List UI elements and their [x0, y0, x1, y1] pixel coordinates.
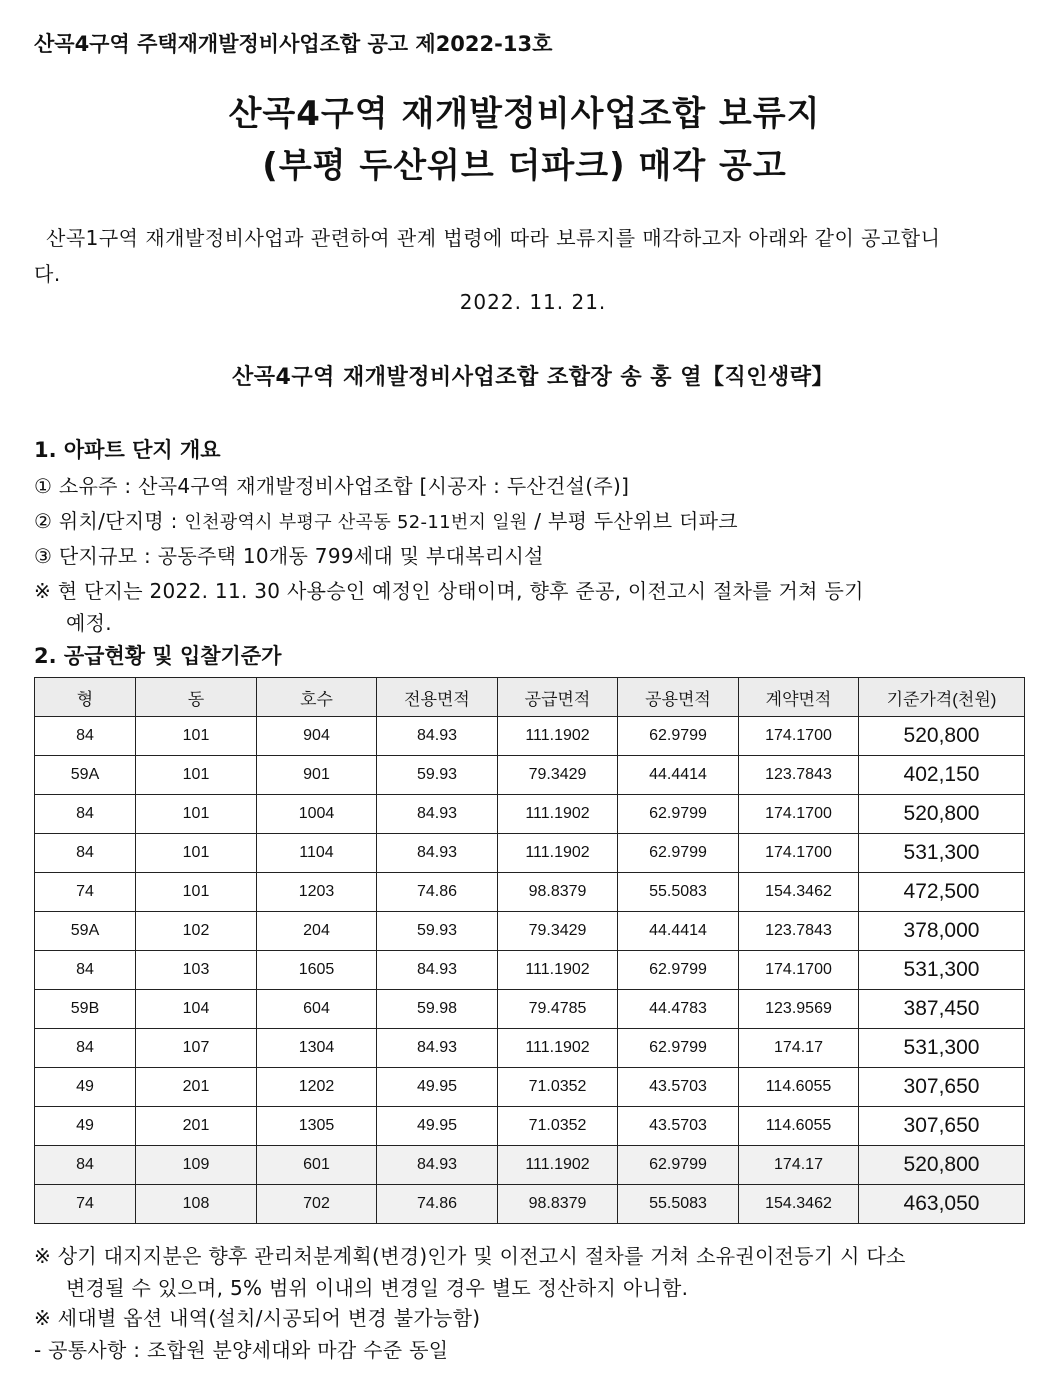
header-exclusive-area: 전용면적 [377, 678, 498, 717]
cell-type: 59B [35, 990, 136, 1029]
cell-base-price: 520,800 [859, 1146, 1025, 1185]
cell-type: 84 [35, 795, 136, 834]
cell-supply-area: 111.1902 [498, 1146, 618, 1185]
cell-unit: 204 [257, 912, 377, 951]
header-building: 동 [136, 678, 257, 717]
cell-exclusive-area: 84.93 [377, 795, 498, 834]
cell-type: 84 [35, 1029, 136, 1068]
cell-common-area: 43.5703 [618, 1107, 739, 1146]
cell-contract-area: 154.3462 [739, 1185, 859, 1224]
cell-supply-area: 98.8379 [498, 1185, 618, 1224]
cell-base-price: 531,300 [859, 834, 1025, 873]
cell-contract-area: 114.6055 [739, 1107, 859, 1146]
cell-unit: 1203 [257, 873, 377, 912]
notice-date: 2022. 11. 21. [459, 290, 607, 314]
signature-line: 산곡4구역 재개발정비사업조합 조합장 송 홍 열【직인생략】 [232, 365, 834, 390]
table-row [35, 756, 1025, 795]
cell-common-area: 62.9799 [618, 1029, 739, 1068]
cell-building: 201 [136, 1068, 257, 1107]
cell-building: 101 [136, 717, 257, 756]
cell-exclusive-area: 49.95 [377, 1107, 498, 1146]
cell-base-price: 472,500 [859, 873, 1025, 912]
cell-building: 101 [136, 873, 257, 912]
cell-base-price: 463,050 [859, 1185, 1025, 1224]
location-name: / 부평 두산위브 더파크 [527, 509, 738, 533]
cell-exclusive-area: 84.93 [377, 951, 498, 990]
cell-type: 84 [35, 951, 136, 990]
table-row [35, 1029, 1025, 1068]
cell-type: 49 [35, 1068, 136, 1107]
header-supply-area: 공급면적 [498, 678, 618, 717]
land-share-note-line2: 변경될 수 있으며, 5% 범위 이내의 변경일 경우 별도 정산하지 아니함. [66, 1276, 689, 1300]
common-items-note: - 공통사항 : 조합원 분양세대와 마감 수준 동일 [34, 1338, 449, 1362]
cell-building: 101 [136, 756, 257, 795]
cell-unit: 604 [257, 990, 377, 1029]
cell-base-price: 520,800 [859, 717, 1025, 756]
page-title-line1: 산곡4구역 재개발정비사업조합 보류지 [228, 94, 821, 134]
header-unit: 호수 [257, 678, 377, 717]
location-line [34, 505, 738, 534]
cell-type: 59A [35, 756, 136, 795]
cell-supply-area: 79.3429 [498, 756, 618, 795]
cell-base-price: 520,800 [859, 795, 1025, 834]
cell-exclusive-area: 84.93 [377, 1146, 498, 1185]
cell-common-area: 62.9799 [618, 951, 739, 990]
cell-unit: 1202 [257, 1068, 377, 1107]
cell-base-price: 387,450 [859, 990, 1025, 1029]
intro-paragraph: 산곡1구역 재개발정비사업과 관련하여 관계 법령에 따라 보류지를 매각하고자 아래와 같이 공고합니다. [34, 226, 941, 286]
cell-base-price: 307,650 [859, 1068, 1025, 1107]
cell-type: 74 [35, 1185, 136, 1224]
cell-base-price: 531,300 [859, 951, 1025, 990]
table-row [35, 717, 1025, 756]
cell-supply-area: 111.1902 [498, 951, 618, 990]
table-row [35, 1146, 1025, 1185]
cell-common-area: 44.4414 [618, 756, 739, 795]
land-share-note-line1: ※ 상기 대지지분은 향후 관리처분계획(변경)인가 및 이전고시 절차를 거쳐 소유권이전등기 시 다소 [34, 1244, 906, 1268]
cell-unit: 702 [257, 1185, 377, 1224]
notice-number: 산곡4구역 주택재개발정비사업조합 공고 제2022-13호 [34, 32, 553, 56]
table-row [35, 1068, 1025, 1107]
cell-common-area: 55.5083 [618, 1185, 739, 1224]
cell-contract-area: 154.3462 [739, 873, 859, 912]
header-type: 형 [35, 678, 136, 717]
cell-building: 108 [136, 1185, 257, 1224]
cell-exclusive-area: 84.93 [377, 834, 498, 873]
header-base-price: 기준가격(천원) [859, 678, 1025, 717]
cell-contract-area: 123.7843 [739, 756, 859, 795]
cell-exclusive-area: 49.95 [377, 1068, 498, 1107]
table-row [35, 912, 1025, 951]
table-row [35, 1185, 1025, 1224]
header-contract-area: 계약면적 [739, 678, 859, 717]
cell-supply-area: 111.1902 [498, 1029, 618, 1068]
scale-line: ③ 단지규모 : 공동주택 10개동 799세대 및 부대복리시설 [34, 544, 544, 568]
cell-building: 104 [136, 990, 257, 1029]
cell-unit: 1304 [257, 1029, 377, 1068]
cell-contract-area: 174.1700 [739, 951, 859, 990]
cell-type: 74 [35, 873, 136, 912]
cell-unit: 901 [257, 756, 377, 795]
cell-common-area: 62.9799 [618, 717, 739, 756]
cell-contract-area: 174.1700 [739, 834, 859, 873]
cell-type: 84 [35, 834, 136, 873]
table-row [35, 873, 1025, 912]
cell-supply-area: 111.1902 [498, 834, 618, 873]
cell-exclusive-area: 84.93 [377, 717, 498, 756]
cell-base-price: 402,150 [859, 756, 1025, 795]
approval-note-line2: 예정. [66, 611, 112, 635]
section2-title: 2. 공급현황 및 입찰기준가 [34, 644, 282, 668]
cell-exclusive-area: 74.86 [377, 1185, 498, 1224]
cell-contract-area: 174.1700 [739, 795, 859, 834]
approval-note-line1: ※ 현 단지는 2022. 11. 30 사용승인 예정인 상태이며, 향후 준공, 이전고시 절차를 거쳐 등기 [34, 579, 864, 603]
location-label: ② 위치/단지명 : [34, 509, 185, 533]
cell-contract-area: 174.17 [739, 1146, 859, 1185]
supply-table [34, 677, 1025, 1224]
cell-type: 49 [35, 1107, 136, 1146]
cell-unit: 601 [257, 1146, 377, 1185]
cell-supply-area: 71.0352 [498, 1068, 618, 1107]
page-title-line2: (부평 두산위브 더파크) 매각 공고 [262, 146, 787, 186]
cell-common-area: 44.4414 [618, 912, 739, 951]
cell-unit: 904 [257, 717, 377, 756]
cell-unit: 1004 [257, 795, 377, 834]
table-row [35, 795, 1025, 834]
cell-building: 103 [136, 951, 257, 990]
cell-exclusive-area: 59.93 [377, 756, 498, 795]
cell-contract-area: 123.7843 [739, 912, 859, 951]
table-row [35, 990, 1025, 1029]
cell-common-area: 43.5703 [618, 1068, 739, 1107]
cell-supply-area: 79.3429 [498, 912, 618, 951]
cell-type: 84 [35, 1146, 136, 1185]
header-common-area: 공용면적 [618, 678, 739, 717]
cell-common-area: 55.5083 [618, 873, 739, 912]
cell-base-price: 307,650 [859, 1107, 1025, 1146]
cell-type: 59A [35, 912, 136, 951]
table-header-row [35, 678, 1025, 717]
cell-building: 107 [136, 1029, 257, 1068]
table-row [35, 1107, 1025, 1146]
option-note: ※ 세대별 옵션 내역(설치/시공되어 변경 불가능함) [34, 1306, 481, 1330]
cell-building: 101 [136, 795, 257, 834]
cell-unit: 1605 [257, 951, 377, 990]
cell-common-area: 62.9799 [618, 834, 739, 873]
cell-building: 102 [136, 912, 257, 951]
cell-common-area: 62.9799 [618, 1146, 739, 1185]
table-row [35, 951, 1025, 990]
cell-building: 109 [136, 1146, 257, 1185]
cell-supply-area: 71.0352 [498, 1107, 618, 1146]
section1-title: 1. 아파트 단지 개요 [34, 438, 221, 462]
cell-contract-area: 114.6055 [739, 1068, 859, 1107]
cell-common-area: 44.4783 [618, 990, 739, 1029]
cell-exclusive-area: 59.93 [377, 912, 498, 951]
cell-type: 84 [35, 717, 136, 756]
cell-common-area: 62.9799 [618, 795, 739, 834]
cell-supply-area: 111.1902 [498, 717, 618, 756]
cell-contract-area: 123.9569 [739, 990, 859, 1029]
cell-supply-area: 111.1902 [498, 795, 618, 834]
cell-supply-area: 79.4785 [498, 990, 618, 1029]
cell-base-price: 531,300 [859, 1029, 1025, 1068]
cell-exclusive-area: 84.93 [377, 1029, 498, 1068]
cell-exclusive-area: 59.98 [377, 990, 498, 1029]
cell-unit: 1104 [257, 834, 377, 873]
cell-base-price: 378,000 [859, 912, 1025, 951]
cell-exclusive-area: 74.86 [377, 873, 498, 912]
cell-building: 201 [136, 1107, 257, 1146]
location-address: 인천광역시 부평구 산곡동 52-11번지 일원 [184, 512, 528, 533]
cell-supply-area: 98.8379 [498, 873, 618, 912]
cell-unit: 1305 [257, 1107, 377, 1146]
table-row [35, 834, 1025, 873]
cell-contract-area: 174.17 [739, 1029, 859, 1068]
cell-building: 101 [136, 834, 257, 873]
owner-line: ① 소유주 : 산곡4구역 재개발정비사업조합 [시공자 : 두산건설(주)] [34, 474, 630, 498]
cell-contract-area: 174.1700 [739, 717, 859, 756]
